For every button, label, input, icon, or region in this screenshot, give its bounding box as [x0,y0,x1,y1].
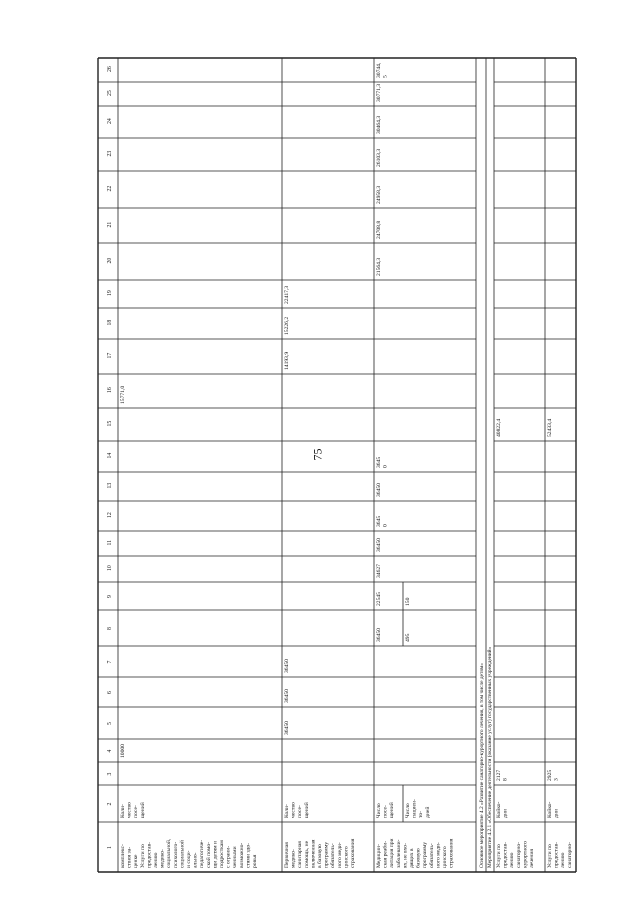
row2-name: помощь, не [303,840,310,868]
table-grid [98,58,576,872]
row1-name: ской помо- [205,842,212,868]
column-number-21: 21 [107,221,113,228]
row3-col24-value: 30464,3 [376,115,382,134]
row1-name: ровья [252,854,258,868]
row3-col14-value: 3645 [376,456,382,468]
row2-name: обязатель- [330,843,337,868]
row2-col5-value: 36450 [284,721,290,735]
row2-unit: посе- [297,805,304,818]
row5-col3-value: 2925 [547,769,553,781]
column-number-3: 3 [107,772,113,776]
row2-name: цинского [343,846,350,868]
row2-col7-value: 36450 [284,659,290,673]
row3-col12-value: 3645 [376,515,382,527]
row1-name: психолого- [172,841,179,868]
row1-name: ально- [192,852,199,868]
row1-name: стями здо- [245,843,252,868]
column-number-10: 10 [107,565,113,571]
row2-name: Первичная [284,842,290,868]
column-number-8: 8 [107,627,113,630]
row3-col22-value: 24958,3 [376,185,382,204]
row1-unit: Коли- [120,804,126,818]
row1-name: комплекс- [120,844,126,868]
column-number-16: 16 [107,387,113,393]
row2-unit: Коли- [284,804,290,818]
row3-col8-days: 495 [405,633,411,642]
column-number-7: 7 [107,660,113,664]
row3-col26-value: 5 [382,75,389,78]
row3-unit-visits: щений [389,802,396,818]
row2-name: страхования [350,838,356,868]
row2-name: санитарная [297,841,304,868]
row3-col26-value: 30744, [376,62,382,78]
row3-name: страхования [448,838,455,868]
row4-col15-value: 40822,4 [496,418,502,437]
row3-unit-days: дней [424,806,431,818]
row2-col19-value: 22417,3 [284,285,290,304]
column-number-14: 14 [107,452,113,459]
row3-name: ного меди- [435,842,442,868]
row4-name: Услуги по [496,844,502,868]
column-number-6: 6 [107,691,113,694]
row1-col4-value: 10000 [120,744,126,758]
column-number-2: 2 [107,802,113,806]
row1-name: с ограни- [225,845,232,868]
row4-col3-value: 8 [502,778,509,781]
row3-name: Медицин- [376,844,382,868]
row2-name: включенная [310,839,317,868]
row3-col14-value: 0 [382,465,389,468]
column-number-24: 24 [107,118,113,124]
column-number-26: 26 [107,66,113,72]
row1-name: педагогиче- [199,839,206,868]
row3-col23-value: 26103,3 [376,148,382,167]
row1-name: ценке [133,854,140,868]
section-heading-2: Мероприятие 4.2.1 «Обеспечение деятельности (оказание услуг) государственных учреждений» [487,646,493,868]
column-number-23: 23 [107,150,113,157]
column-number-9: 9 [107,595,113,598]
row3-col10-value: 34627 [376,564,382,578]
row2-col6-value: 36450 [284,689,290,703]
row1-name: медико- [159,849,166,868]
row3-name: литация при [389,838,396,868]
row3-name: заболевани- [395,839,402,868]
row3-col13-value: 36450 [376,483,382,497]
row2-col18-value: 15226,2 [284,316,290,335]
row1-name: социальной [179,840,186,868]
row2-unit: щений [303,802,310,818]
column-number-11: 11 [107,539,113,546]
page-number: 75 [310,448,325,461]
row3-name: ях, не вхо- [402,843,409,868]
row1-name: лению [153,852,159,868]
row3-unit-days: Число [405,803,411,818]
row5-name: лению [560,852,567,868]
row2-name: в базовую [317,844,323,868]
row1-name: и соци- [186,850,192,868]
row3-unit-visits: Число [376,803,382,818]
row3-unit-visits: посе- [382,805,389,818]
row4-name: санаторно- [515,842,522,868]
row1-name: Услуги по [139,844,146,868]
row1-unit: чество [126,802,133,818]
row2-name: ного меди- [336,842,343,868]
row1-name: ченными [232,846,239,868]
row3-name: программу [422,841,429,868]
row4-unit: Койко- [496,801,502,818]
row5-name: предостав- [553,842,560,868]
row1-name: щи детям и [212,841,219,868]
table-text [107,62,573,868]
row3-col9-visits: 22545 [376,592,382,606]
row4-col3-value: 2127 [496,769,502,781]
column-number-17: 17 [107,352,113,359]
column-number-19: 19 [107,290,113,296]
column-number-25: 25 [107,90,113,96]
row5-col3-value: 3 [553,778,560,781]
column-number-20: 20 [107,257,113,264]
row2-name: программу [323,841,330,868]
row3-name: ская реаби- [382,840,389,868]
row1-name: ствия за- [126,846,133,868]
row3-name: цинского [442,846,448,868]
column-number-1: 1 [107,846,113,849]
row1-col16-value: 15771,0 [120,385,126,404]
row4-unit: дни [502,809,509,818]
row3-unit-days: пациен- [411,799,418,818]
row3-col11-value: 36450 [376,538,382,552]
column-number-13: 13 [107,482,113,489]
column-number-4: 4 [107,749,113,753]
row3-name: обязатель- [428,843,435,868]
column-number-22: 22 [107,185,113,192]
row5-unit: Койко- [547,801,553,818]
row1-unit: посе- [133,805,140,818]
column-number-5: 5 [107,722,113,725]
row1-name: предостав- [146,842,153,868]
row4-name: курортного [522,841,529,868]
row1-name: подросткам [219,840,225,868]
column-number-12: 12 [107,512,113,518]
row4-name: лечения [529,849,535,868]
row2-unit: чество [290,802,297,818]
row4-name: предостав- [502,842,509,868]
column-number-15: 15 [107,420,113,427]
section-heading-1: Основное мероприятие 4.2 «Развитие санаторно-курортного лечения, в том числе детям» [479,663,485,868]
row2-name: медико- [290,849,297,868]
row5-name: Услуги по [547,844,553,868]
row5-col15-value: 52433,4 [547,418,553,437]
row3-col21-value: 24708,8 [376,220,382,239]
row5-unit: дни [553,809,560,818]
row4-name: лению [509,852,516,868]
row2-col17-value: 14193,9 [284,351,290,370]
row1-name: возможно- [238,842,245,868]
row3-col8-visits: 36450 [376,628,382,642]
row3-col9-days: 150 [405,597,411,606]
row3-unit-days: то- [418,810,425,818]
row3-name: базовую [415,848,422,868]
row3-col12-value: 0 [382,524,389,527]
row3-col25-value: 30771,3 [376,83,382,102]
column-number-18: 18 [107,319,113,326]
row3-name: дящих в [409,848,415,868]
row5-name: санаторно- [566,842,573,868]
row3-col20-value: 21564,3 [376,257,382,276]
row1-name: социальной, [166,838,173,868]
row1-unit: щений [139,802,146,818]
